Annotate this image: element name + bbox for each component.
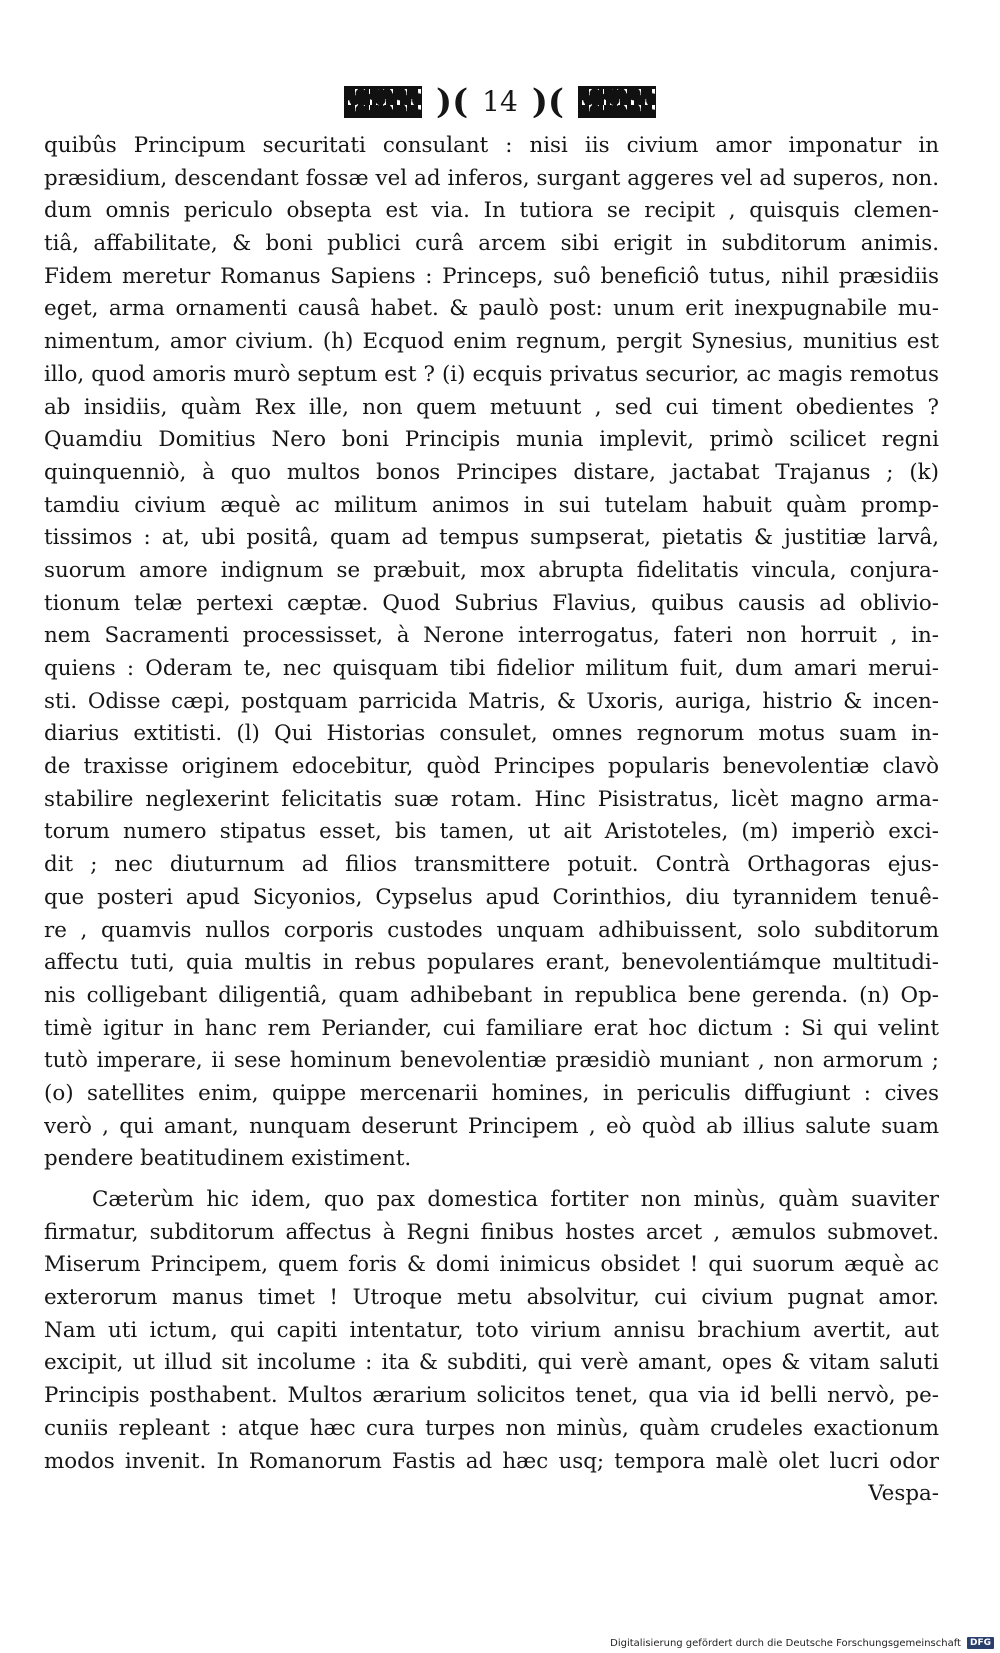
text-line: Fidem meretur Romanus Sapiens : Princeps, suô beneficiô tutus, nihil præsidiis	[44, 263, 939, 289]
text-line: modos invenit. In Romanorum Fastis ad hæc usq; tempora malè olet lucri odor	[44, 1448, 939, 1474]
text-line: quinquenniò, à quo multos bonos Principes distare, jactabat Trajanus ; (k)	[44, 459, 939, 485]
paragraph-gap	[44, 1176, 939, 1184]
text-line: dum omnis periculo obsepta est via. In tutiora se recipit , quisquis clemen-	[44, 198, 939, 224]
right-bracket: )(	[531, 82, 564, 122]
text-line: eget, arma ornamenti causâ habet. & paulò post: unum erit inexpugnabile mu-	[44, 296, 939, 322]
text-line: cuniis repleant : atque hæc cura turpes non minùs, quàm crudeles exactionum	[44, 1415, 939, 1441]
digitization-credit	[610, 1637, 994, 1649]
text-line: tissimos : at, ubi positâ, quam ad tempus sumpserat, pietatis & justitiæ larvâ,	[44, 525, 939, 551]
text-line: tamdiu civium æquè ac militum animos in sui tutelam habuit quàm promp-	[44, 492, 939, 518]
text-line: nimentum, amor civium. (h) Ecquod enim regnum, pergit Synesius, munitius est	[44, 329, 939, 355]
text-line: firmatur, subditorum affectus à Regni finibus hostes arcet , æmulos submovet.	[44, 1219, 939, 1245]
text-line: præsidium, descendant fossæ vel ad inferos, surgant aggeres vel ad superos, non.	[44, 165, 939, 191]
dfg-logo-icon: DFG	[967, 1637, 994, 1649]
text-line: excipit, ut illud sit incolume : ita & subditi, qui verè amant, opes & vitam saluti	[44, 1350, 939, 1376]
text-line: nem Sacramenti processisset, à Nerone interrogatus, fateri non horruit , in-	[44, 623, 939, 649]
text-line: re , quamvis nullos corporis custodes unquam adhibuissent, solo subditorum	[44, 917, 939, 943]
text-line: nis colligebant diligentiâ, quam adhibebant in republica bene gerenda. (n) Op-	[44, 982, 939, 1008]
text-line: Cæterùm hic idem, quo pax domestica fortiter non minùs, quàm suaviter	[92, 1187, 939, 1212]
running-header	[0, 80, 1000, 124]
text-line: (o) satellites enim, quippe mercenarii homines, in periculis diffugiunt : cives	[44, 1080, 939, 1106]
text-line: quiens : Oderam te, nec quisquam tibi fidelior militum fuit, dum amari merui-	[44, 656, 939, 681]
catchword: Vespa-	[868, 1481, 939, 1507]
text-line: suorum amore indignum se præbuit, mox abrupta fidelitatis vincula, conjura-	[44, 557, 939, 583]
text-line: ab insidiis, quàm Rex ille, non quem metuunt , sed cui timent obedientes ?	[44, 394, 939, 420]
text-line: pendere beatitudinem existiment.	[44, 1146, 412, 1172]
text-line: illo, quod amoris murò septum est ? (i) ecquis privatus securior, ac magis remotus	[44, 361, 939, 387]
text-line: que posteri apud Sicyonios, Cypselus apud Corinthios, diu tyrannidem tenuê-	[44, 884, 939, 910]
text-line: Quamdiu Domitius Nero boni Principis munia implevit, primò scilicet regni	[44, 427, 939, 453]
text-line: sti. Odisse cæpi, postquam parricida Matris, & Uxoris, auriga, histrio & incen-	[44, 688, 939, 714]
text-line: stabilire neglexerint felicitatis suæ rotam. Hinc Pisistratus, licèt magno arma-	[44, 786, 939, 812]
right-ornament-icon	[578, 86, 656, 118]
left-ornament-icon	[344, 86, 422, 118]
page-number: 14	[482, 85, 518, 118]
text-line: tiâ, affabilitate, & boni publici curâ arcem sibi erigit in subditorum animis.	[44, 231, 939, 257]
text-line: quibûs Principum securitati consulant : nisi iis civium amor imponatur in	[44, 133, 939, 158]
body-text	[44, 130, 939, 1511]
text-line: exterorum manus timet ! Utroque metu absolvitur, cui civium pugnat amor.	[44, 1285, 939, 1311]
text-line: verò , qui amant, nunquam deserunt Principem , eò quòd ab illius salute suam	[44, 1113, 939, 1139]
text-line: Miserum Principem, quem foris & domi inimicus obsidet ! qui suorum æquè ac	[44, 1252, 939, 1278]
text-line: diarius extitisti. (l) Qui Historias consulet, omnes regnorum motus suam in-	[44, 721, 939, 747]
text-line: de traxisse originem edocebitur, quòd Principes popularis benevolentiæ clavò	[44, 754, 939, 780]
credit-text: Digitalisierung gefördert durch die Deutsche Forschungsgemeinschaft	[610, 1637, 961, 1649]
text-line: Nam uti ictum, qui capiti intentatur, toto virium annisu brachium avertit, aut	[44, 1317, 939, 1343]
text-line: dit ; nec diuturnum ad filios transmittere potuit. Contrà Orthagoras ejus-	[44, 852, 939, 878]
left-bracket: )(	[435, 82, 469, 122]
text-line: torum numero stipatus esset, bis tamen, ut ait Aristoteles, (m) imperiò exci-	[44, 819, 939, 845]
text-line: tionum telæ pertexi cæptæ. Quod Subrius Flavius, quibus causis ad oblivio-	[44, 590, 939, 616]
text-line: Principis posthabent. Multos ærarium solicitos tenet, qua via id belli nervò, pe-	[44, 1383, 939, 1409]
text-line: affectu tuti, quia multis in rebus populares erant, benevolentiámque multitudi-	[44, 950, 939, 976]
text-line: tutò imperare, ii sese hominum benevolentiæ præsidiò muniant , non armorum ;	[44, 1048, 939, 1074]
text-line: timè igitur in hanc rem Periander, cui familiare erat hoc dictum : Si qui velint	[44, 1015, 939, 1041]
